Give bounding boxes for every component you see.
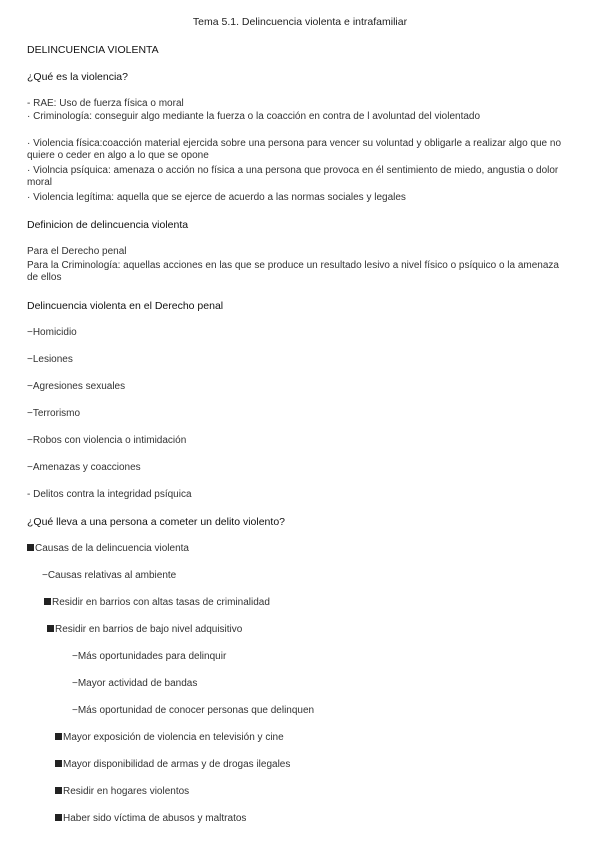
sub-item-meet-offenders: −Más oportunidad de conocer personas que delinquen [72,705,315,716]
square-bullet-icon [55,760,62,767]
list-item-terrorism: −Terrorismo [27,408,81,419]
list-item-injuries: −Lesiones [27,354,73,365]
cause-row-weapons [55,759,290,771]
violence-type-physical: · Violencia física:coacción material ejercida sobre una persona para vencer su voluntad y obligarle a realizar algo que no quiere o ceder en algo a lo que se opone [27,138,562,161]
cause-row-abuse [55,813,246,825]
question-what-is-violence: ¿Qué es la violencia? [27,71,128,83]
cause-weapons-drugs: Mayor disponibilidad de armas y de drogas ilegales [63,759,291,770]
definition-criminology-crime: Para la Criminología: aquellas acciones en las que se produce un resultado lesivo a nivel físico o psíquico o la amenaza de ellos [27,260,559,283]
env-cause-high-crime: Residir en barrios con altas tasas de criminalidad [52,597,270,608]
cause-violent-homes: Residir en hogares violentos [63,786,190,797]
list-item-robbery: −Robos con violencia o intimidación [27,435,187,446]
section-heading-violent-crime: DELINCUENCIA VIOLENTA [27,44,159,56]
section-heading-definition: Definicion de delincuencia violenta [27,219,189,231]
square-bullet-icon [47,625,54,632]
document-title: Tema 5.1. Delincuencia violenta e intrafamiliar [192,16,408,28]
definition-rae: - RAE: Uso de fuerza física o moral [27,98,184,109]
env-cause-low-income: Residir en barrios de bajo nivel adquisitivo [55,624,243,635]
sub-item-gangs: −Mayor actividad de bandas [72,678,198,689]
violence-type-psychic: · Violncia psíquica: amenaza o acción no física a una persona que provoca en él sentimiento de miedo, angustia o dolor moral [27,165,559,188]
cause-row-violent-homes [55,786,189,798]
square-bullet-icon [55,787,62,794]
causes-title-row [27,543,189,555]
list-item-threats: −Amenazas y coacciones [27,462,141,473]
env-cause-row-1 [44,597,270,609]
environment-causes-title: −Causas relativas al ambiente [42,570,177,581]
square-bullet-icon [55,814,62,821]
list-item-psychic-integrity: - Delitos contra la integridad psíquica [27,489,192,500]
list-item-sexual-assault: −Agresiones sexuales [27,381,126,392]
square-bullet-icon [55,733,62,740]
cause-tv-exposure: Mayor exposición de violencia en televisión y cine [63,732,284,743]
list-item-homicide: −Homicidio [27,327,77,338]
violence-type-legitimate: · Violencia legítima: aquella que se ejerce de acuerdo a las normas sociales y legales [27,192,406,203]
env-cause-row-2 [47,624,242,636]
cause-abuse-victim: Haber sido víctima de abusos y maltratos [63,813,247,824]
cause-row-tv [55,732,284,744]
section-heading-penal-law: Delincuencia violenta en el Derecho penal [27,300,224,312]
definition-penal-law: Para el Derecho penal [27,246,127,257]
section-heading-causes-question: ¿Qué lleva a una persona a cometer un delito violento? [27,516,285,528]
square-bullet-icon [44,598,51,605]
causes-title: Causas de la delincuencia violenta [35,543,189,554]
sub-item-opportunities: −Más oportunidades para delinquir [72,651,227,662]
square-bullet-icon [27,544,34,551]
definition-criminology: · Criminología: conseguir algo mediante la fuerza o la coacción en contra de l avoluntad del violentado [27,111,481,122]
